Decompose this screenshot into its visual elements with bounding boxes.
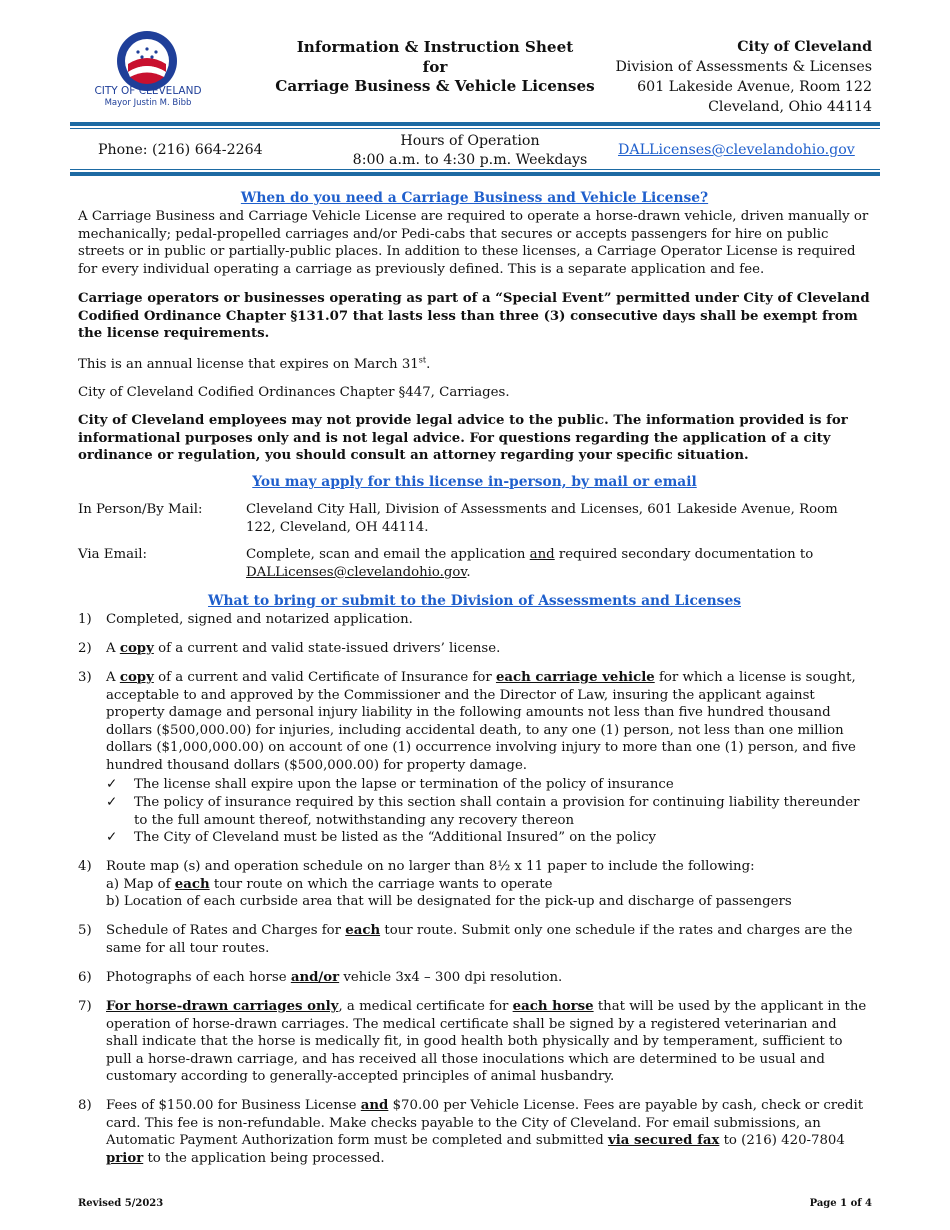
address-line-2: Cleveland, Ohio 44114 [708, 99, 872, 115]
paragraph-special-event-exemption: Carriage operators or businesses operating as part of a “Special Event” permitted under City of Cleveland Codified Ordinance Chapter §131.07 that lasts less than three (3) consecutive days shall be exempt from the license requirements. [78, 291, 870, 342]
city-seal-logo [116, 30, 178, 92]
logo-caption [78, 85, 218, 109]
header-divider-top-thin [70, 128, 880, 129]
phone-number: Phone: (216) 664-2264 [98, 142, 263, 158]
revised-date: Revised 5/2023 [78, 1198, 164, 1209]
section-heading-apply: You may apply for this license in-person, by mail or email [252, 474, 697, 490]
contact-bar [70, 132, 880, 170]
mayor-name: Mayor Justin M. Bibb [104, 98, 192, 108]
title-line-3: Carriage Business & Vehicle Licenses [275, 77, 595, 95]
title-line-1: Information & Instruction Sheet [296, 38, 574, 56]
email-address-link[interactable]: DALLicenses@clevelandohio.gov [246, 564, 467, 580]
division-name: Division of Assessments & Licenses [615, 59, 872, 75]
page-number: Page 1 of 4 [809, 1198, 872, 1209]
paragraph-license-requirement: A Carriage Business and Carriage Vehicle License are required to operate a horse-drawn vehicle, driven manually or mechanically; pedal-propelled carriages and/or Pedi-cabs that secures or accepts passengers for hire on public streets or in public or partially-public places. In addition to these licenses, a Carriage Operator License is required for every individual operating a carriage as previously defined. This is a separate application and fee. [78, 209, 869, 277]
check-icon: ✓ [106, 777, 118, 792]
contact-divider-thick [70, 172, 880, 176]
paragraph-ordinance: City of Cleveland Codified Ordinances Chapter §447, Carriages. [78, 385, 510, 400]
header-divider-top [70, 122, 880, 126]
hours-block [320, 132, 620, 169]
section-heading-when: When do you need a Carriage Business and Vehicle License? [240, 190, 709, 206]
contact-email-link[interactable]: DALLicenses@clevelandohio.gov [618, 142, 855, 158]
org-address-block [615, 37, 872, 117]
paragraph-annual-license: This is an annual license that expires on March 31st. [78, 355, 431, 372]
paragraph-legal-disclaimer: City of Cleveland employees may not provide legal advice to the public. The information provided is for informational purposes only and is not legal advice. For questions regarding the application of a city ordinance or regulation, you should consult an attorney regarding your specific situation. [78, 413, 848, 464]
hours-label: Hours of Operation [400, 133, 540, 149]
address-line-1: 601 Lakeside Avenue, Room 122 [637, 79, 872, 95]
in-person-label: In Person/By Mail: [78, 502, 203, 517]
check-icon: ✓ [106, 795, 118, 810]
email-label: Via Email: [78, 547, 148, 562]
org-name: City of Cleveland [737, 39, 872, 55]
logo-city-name: CITY OF CLEVELAND [94, 85, 202, 97]
title-line-2: for [422, 57, 448, 76]
apply-in-person-row [78, 501, 871, 537]
check-icon: ✓ [106, 830, 118, 845]
hours-value: 8:00 a.m. to 4:30 p.m. Weekdays [352, 151, 588, 168]
section-heading-what-to-bring: What to bring or submit to the Division of Assessments and Licenses [208, 593, 741, 609]
in-person-address: Cleveland City Hall, Division of Assessments and Licenses, 601 Lakeside Avenue, Room 122, Cleveland, OH 44114. [246, 502, 838, 535]
page-title [250, 38, 620, 97]
contact-divider-thin [70, 169, 880, 170]
email-instructions: Complete, scan and email the application and required secondary documentation to DALLicenses@clevelandohio.gov. [246, 547, 814, 580]
apply-email-row [78, 546, 871, 582]
